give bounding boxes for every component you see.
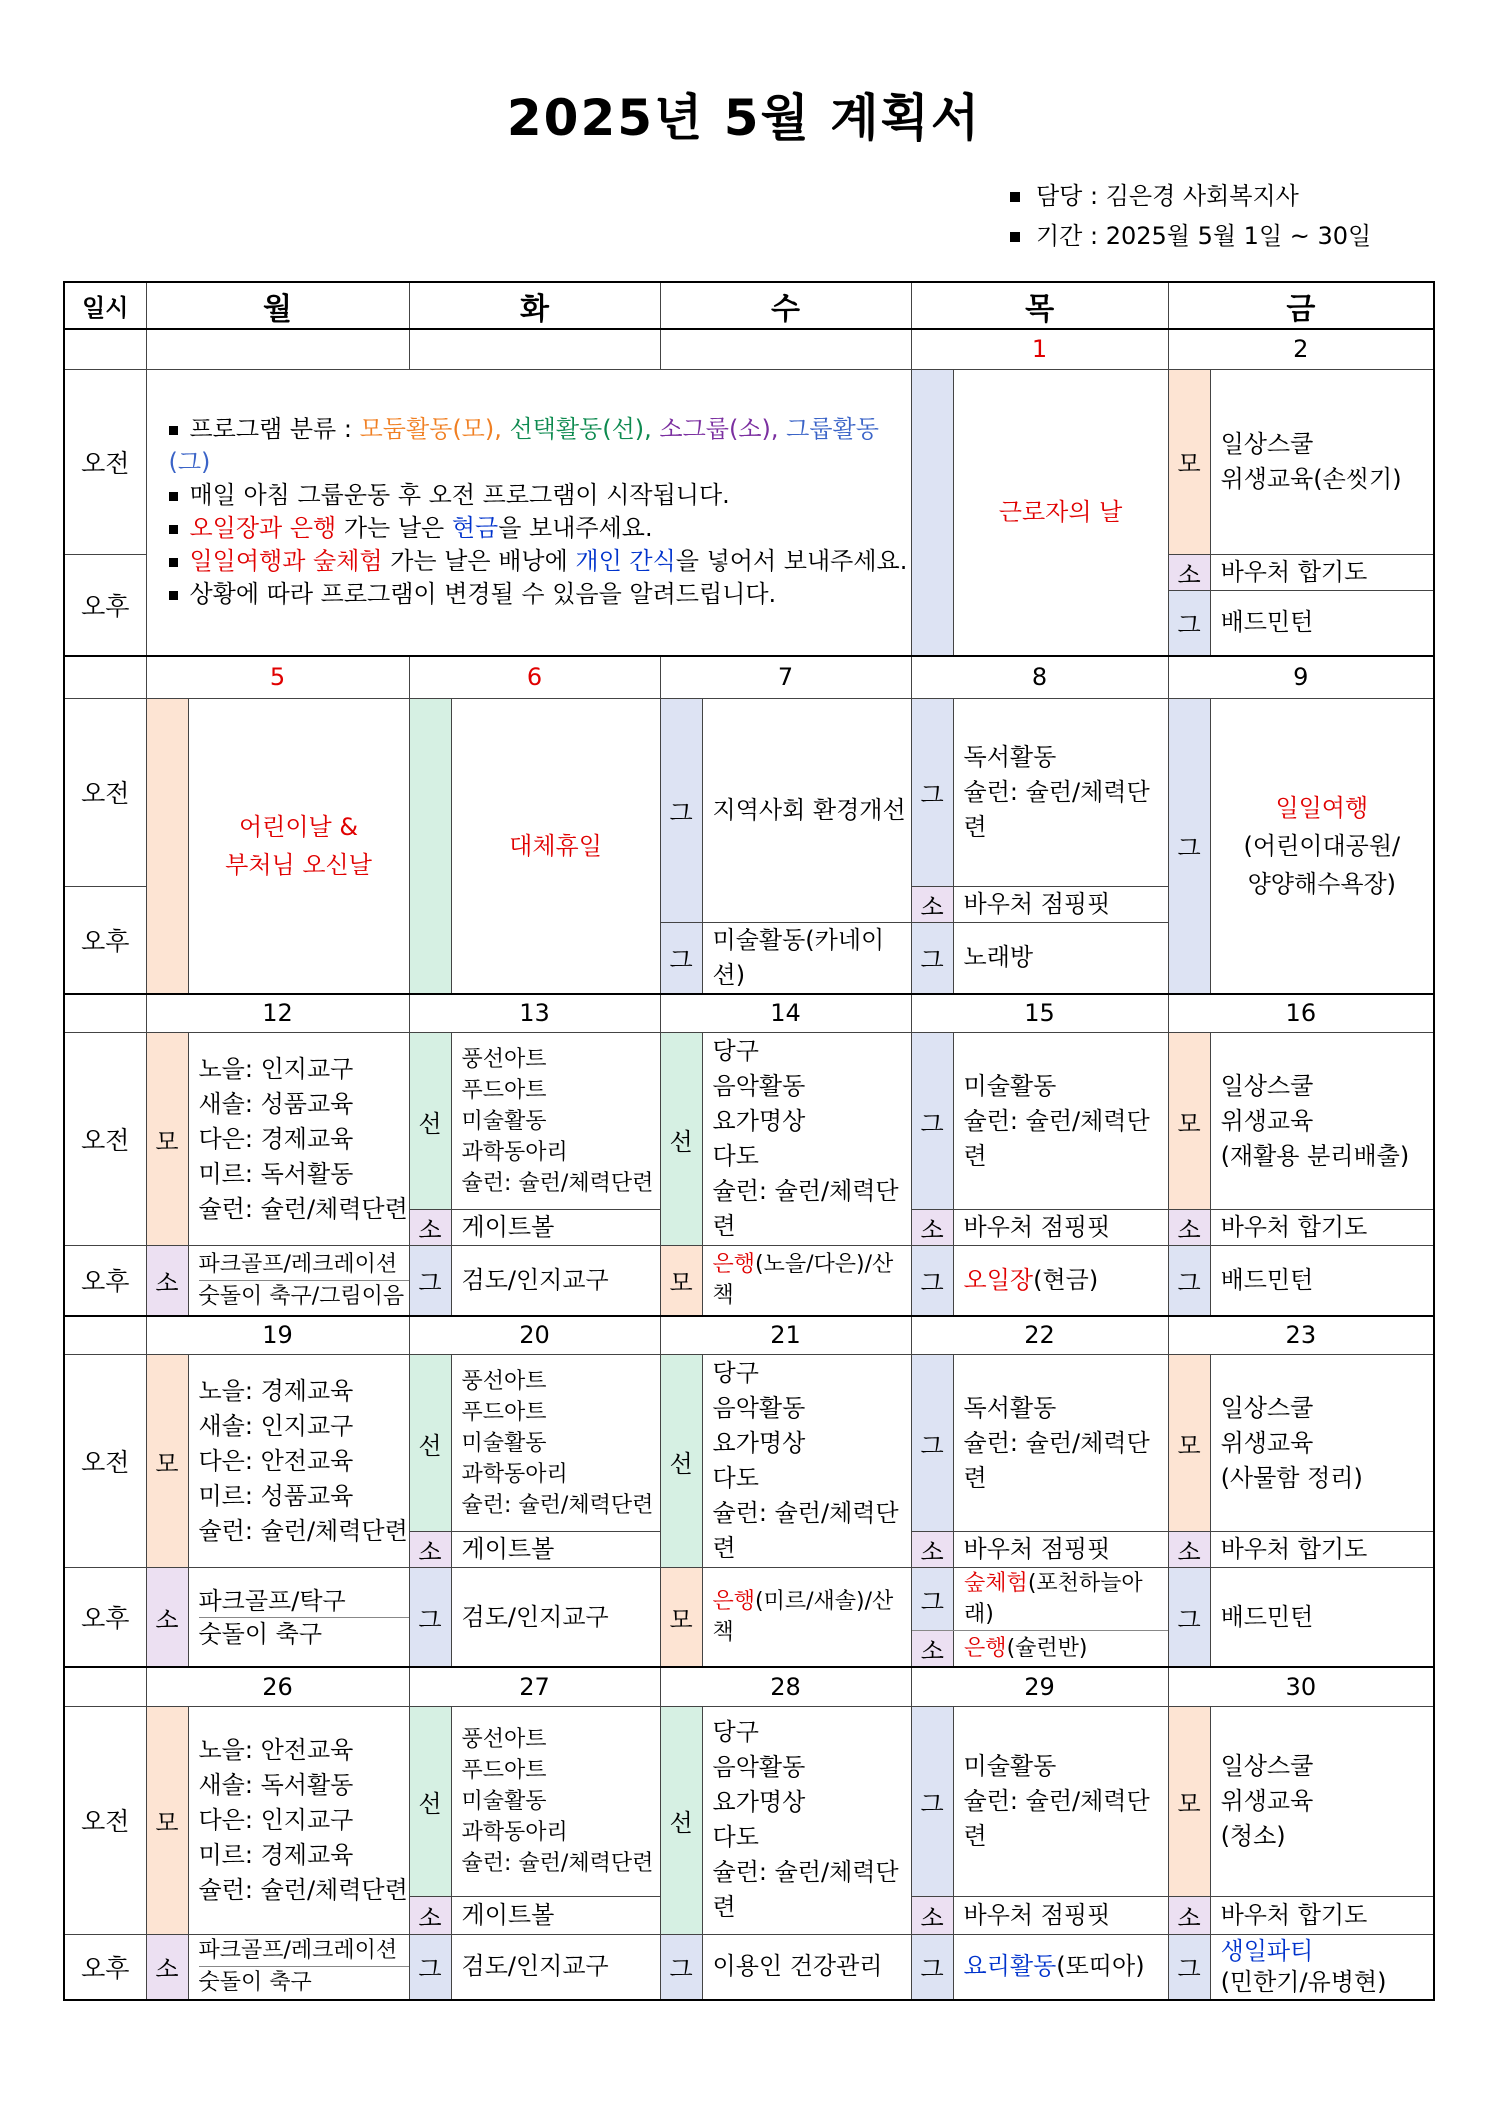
tag-so: 소 <box>1168 1210 1210 1246</box>
date-may-21: 21 <box>660 1316 911 1355</box>
am-label: 오전 <box>64 1033 146 1246</box>
date-may-30: 30 <box>1168 1667 1434 1706</box>
activity-cell: 바우처 합기도 <box>1210 554 1434 590</box>
tag-so: 소 <box>912 1631 954 1667</box>
tag-geu: 그 <box>912 1568 954 1631</box>
tag-seon: 선 <box>409 1706 451 1896</box>
tag-mo: 모 <box>146 1033 188 1246</box>
activity-cell: 노을: 안전교육 새솔: 독서활동 다은: 인지교구 미르: 경제교육 슐런: 슐런/체력단련 <box>188 1706 409 1934</box>
activity-cell: 미술활동 슐런: 슐런/체력단련 <box>953 1706 1168 1896</box>
activity-cell: 당구 음악활동 요가명상 다도 슐런: 슐런/체력단련 <box>702 1355 911 1568</box>
tag-seon: 선 <box>660 1706 702 1934</box>
activity-cell: 일상스쿨 위생교육 (재활용 분리배출) <box>1210 1033 1434 1210</box>
tag-geu: 그 <box>1168 698 1210 994</box>
tag-so: 소 <box>409 1210 451 1246</box>
activity-cell: 배드민턴 <box>1210 590 1434 656</box>
tag-mo: 모 <box>1168 369 1210 554</box>
day-trip-cell: 일일여행 (어린이대공원/ 양양해수욕장) <box>1210 698 1434 994</box>
activity-cell: 게이트볼 <box>451 1896 660 1934</box>
tag-seon: 선 <box>660 1033 702 1246</box>
activity-cell: 배드민턴 <box>1210 1568 1434 1668</box>
date-may-9: 9 <box>1168 656 1434 698</box>
tag-geu: 그 <box>911 1355 953 1532</box>
tag-so: 소 <box>911 1210 953 1246</box>
activity-cell: 바우처 점핑핏 <box>953 1896 1168 1934</box>
am-label: 오전 <box>64 1355 146 1568</box>
activity-cell: 독서활동 슐런: 슐런/체력단련 <box>953 698 1168 886</box>
date-may-5: 5 <box>146 656 409 698</box>
tag-mo: 모 <box>660 1246 702 1316</box>
date-may-13: 13 <box>409 994 660 1033</box>
schedule-table <box>63 281 1435 2001</box>
page-title: 2025년 5월 계획서 <box>506 89 982 147</box>
tag-geu: 그 <box>409 1934 451 2000</box>
activity-cell: 당구 음악활동 요가명상 다도 슐런: 슐런/체력단련 <box>702 1706 911 1934</box>
period-line: 기간 : 2025월 5월 1일 ~ 30일 <box>1010 216 1371 256</box>
tag-geu: 그 <box>1168 1246 1210 1316</box>
date-may-26: 26 <box>146 1667 409 1706</box>
tag-geu: 그 <box>911 1934 953 2000</box>
pm-label: 오후 <box>64 886 146 994</box>
date-may-29: 29 <box>911 1667 1168 1706</box>
week1-date-row <box>64 329 1434 369</box>
tag-geu: 그 <box>660 922 702 994</box>
tag-so: 소 <box>146 1934 188 2000</box>
activity-cell: 일상스쿨 위생교육(손씻기) <box>1210 369 1434 554</box>
header-fri: 금 <box>1168 282 1434 329</box>
activity-cell: 바우처 합기도 <box>1210 1532 1434 1568</box>
bullet-icon <box>1010 232 1020 242</box>
am-label: 오전 <box>64 1706 146 1934</box>
bullet-icon <box>169 558 178 567</box>
activity-cell: 일상스쿨 위생교육 (청소) <box>1210 1706 1434 1896</box>
activity-cell: 오일장(현금) <box>953 1246 1168 1316</box>
tag-geu: 그 <box>660 1934 702 2000</box>
activity-cell: 지역사회 환경개선 <box>702 698 911 922</box>
tag-so: 소 <box>1168 554 1210 590</box>
date-may-1: 1 <box>911 329 1168 369</box>
date-may-22: 22 <box>911 1316 1168 1355</box>
date-may-14: 14 <box>660 994 911 1033</box>
activity-cell: 파크골프/레크레이션 숫돌이 축구 <box>188 1934 409 2000</box>
tag-geu: 그 <box>911 698 953 886</box>
activity-cell: 풍선아트 푸드아트 미술활동 과학동아리 슐런: 슐런/체력단련 <box>451 1355 660 1532</box>
date-may-20: 20 <box>409 1316 660 1355</box>
week5-date-row <box>64 1667 1434 1706</box>
activity-cell: 검도/인지교구 <box>451 1934 660 2000</box>
activity-cell: 이용인 건강관리 <box>702 1934 911 2000</box>
bullet-icon <box>169 525 178 534</box>
activity-cell: 풍선아트 푸드아트 미술활동 과학동아리 슐런: 슐런/체력단련 <box>451 1706 660 1896</box>
activity-cell: 노을: 경제교육 새솔: 인지교구 다은: 안전교육 미르: 성품교육 슐런: 슐런/체력단련 <box>188 1355 409 1568</box>
bullet-icon <box>169 591 178 600</box>
activity-cell: 바우처 점핑핏 <box>953 886 1168 922</box>
thu-pm-split <box>911 1568 1168 1668</box>
date-may-7: 7 <box>660 656 911 698</box>
activity-cell: 파크골프/레크레이션 숫돌이 축구/그림이음 <box>188 1246 409 1316</box>
activity-cell: 은행(미르/새솔)/산책 <box>702 1568 911 1668</box>
activity-cell: 독서활동 슐런: 슐런/체력단련 <box>953 1355 1168 1532</box>
tag-so: 소 <box>409 1532 451 1568</box>
activity-cell: 일상스쿨 위생교육 (사물함 정리) <box>1210 1355 1434 1532</box>
activity-cell: 검도/인지교구 <box>451 1246 660 1316</box>
header-tue: 화 <box>409 282 660 329</box>
activity-cell: 배드민턴 <box>1210 1246 1434 1316</box>
date-may-6: 6 <box>409 656 660 698</box>
tag-geu: 그 <box>1168 1568 1210 1668</box>
activity-cell: 게이트볼 <box>451 1532 660 1568</box>
date-may-8: 8 <box>911 656 1168 698</box>
tag-geu: 그 <box>660 698 702 922</box>
activity-cell: 파크골프/탁구 숫돌이 축구 <box>188 1568 409 1668</box>
tag-so: 소 <box>146 1568 188 1668</box>
activity-cell: 당구 음악활동 요가명상 다도 슐런: 슐런/체력단련 <box>702 1033 911 1246</box>
activity-cell: 바우처 점핑핏 <box>953 1532 1168 1568</box>
date-may-16: 16 <box>1168 994 1434 1033</box>
am-label: 오전 <box>64 698 146 886</box>
tag-so: 소 <box>409 1896 451 1934</box>
holiday-substitute: 대체휴일 <box>451 698 660 994</box>
header-thu: 목 <box>911 282 1168 329</box>
tag-geu: 그 <box>911 922 953 994</box>
tag-mo: 모 <box>660 1568 702 1668</box>
notice-box: 프로그램 분류 : 모둠활동(모), 선택활동(선), 소그룹(소), 그룹활동(그) 매일 아침 그룹운동 후 오전 프로그램이 시작됩니다. 오일장과 은행 가는 날은 현금을 보내주세요. 일일여행과 숲체험 가는 날은 배낭에 개인 간식을 넣어서 보내주세요. 상황에 따라 프로그램이 변경될 수 있음을 알려드립니다. <box>146 369 911 656</box>
am-label: 오전 <box>64 369 146 554</box>
tag-seon: 선 <box>660 1355 702 1568</box>
activity-cell: 풍선아트 푸드아트 미술활동 과학동아리 슐런: 슐런/체력단련 <box>451 1033 660 1210</box>
tag-so: 소 <box>911 1532 953 1568</box>
bullet-icon <box>1010 192 1020 202</box>
tag-geu: 그 <box>409 1568 451 1668</box>
tag-so: 소 <box>146 1246 188 1316</box>
holiday-childrens-day: 어린이날 & 부처님 오신날 <box>188 698 409 994</box>
tag-geu: 그 <box>409 1246 451 1316</box>
pm-label: 오후 <box>64 1934 146 2000</box>
tag-geu: 그 <box>911 1706 953 1896</box>
activity-cell: 노을: 인지교구 새솔: 성품교육 다은: 경제교육 미르: 독서활동 슐런: 슐런/체력단련 <box>188 1033 409 1246</box>
tag-mo: 모 <box>146 1706 188 1934</box>
activity-cell: 요리활동(또띠아) <box>953 1934 1168 2000</box>
tag-seon: 선 <box>409 1355 451 1532</box>
activity-cell: 게이트볼 <box>451 1210 660 1246</box>
date-may-27: 27 <box>409 1667 660 1706</box>
activity-cell: 바우처 점핑핏 <box>953 1210 1168 1246</box>
tag-mo: 모 <box>146 1355 188 1568</box>
activity-cell: 생일파티 (민한기/유병현) <box>1210 1934 1434 2000</box>
activity-cell: 숲체험(포천하늘아래) <box>954 1568 1168 1631</box>
activity-cell: 미술활동 슐런: 슐런/체력단련 <box>953 1033 1168 1210</box>
tag-geu: 그 <box>911 1033 953 1210</box>
activity-cell: 검도/인지교구 <box>451 1568 660 1668</box>
date-may-15: 15 <box>911 994 1168 1033</box>
bullet-icon <box>169 492 178 501</box>
activity-cell: 노래방 <box>953 922 1168 994</box>
tag-so: 소 <box>911 1896 953 1934</box>
tag-mo: 모 <box>1168 1355 1210 1532</box>
week4-date-row <box>64 1316 1434 1355</box>
manager-line: 담당 : 김은경 사회복지사 <box>1010 176 1371 216</box>
header-wed: 수 <box>660 282 911 329</box>
activity-cell: 바우처 합기도 <box>1210 1210 1434 1246</box>
pm-label: 오후 <box>64 1568 146 1668</box>
tag-mo: 모 <box>1168 1706 1210 1896</box>
activity-cell: 은행(슐런반) <box>964 1636 1088 1661</box>
date-may-2: 2 <box>1168 329 1434 369</box>
tag-so: 소 <box>911 886 953 922</box>
activity-cell: 미술활동(카네이션) <box>702 922 911 994</box>
activity-cell: 은행(노을/다은)/산책 <box>702 1246 911 1316</box>
tag-so: 소 <box>1168 1532 1210 1568</box>
header-mon: 월 <box>146 282 409 329</box>
week3-date-row <box>64 994 1434 1033</box>
header-label: 일시 <box>64 282 146 329</box>
tag-mo: 모 <box>1168 1033 1210 1210</box>
header-row <box>64 282 1434 329</box>
plan-meta <box>1010 176 1371 256</box>
bullet-icon <box>169 426 178 435</box>
date-may-23: 23 <box>1168 1316 1434 1355</box>
tag-geu: 그 <box>1168 590 1210 656</box>
holiday-labor-day: 근로자의 날 <box>953 369 1168 656</box>
activity-cell: 바우처 합기도 <box>1210 1896 1434 1934</box>
tag-geu: 그 <box>911 1246 953 1316</box>
pm-label: 오후 <box>64 1246 146 1316</box>
tag-seon: 선 <box>409 1033 451 1210</box>
tag-so: 소 <box>1168 1896 1210 1934</box>
pm-label: 오후 <box>64 554 146 656</box>
date-may-12: 12 <box>146 994 409 1033</box>
week2-date-row <box>64 656 1434 698</box>
date-may-28: 28 <box>660 1667 911 1706</box>
tag-geu: 그 <box>1168 1934 1210 2000</box>
date-may-19: 19 <box>146 1316 409 1355</box>
